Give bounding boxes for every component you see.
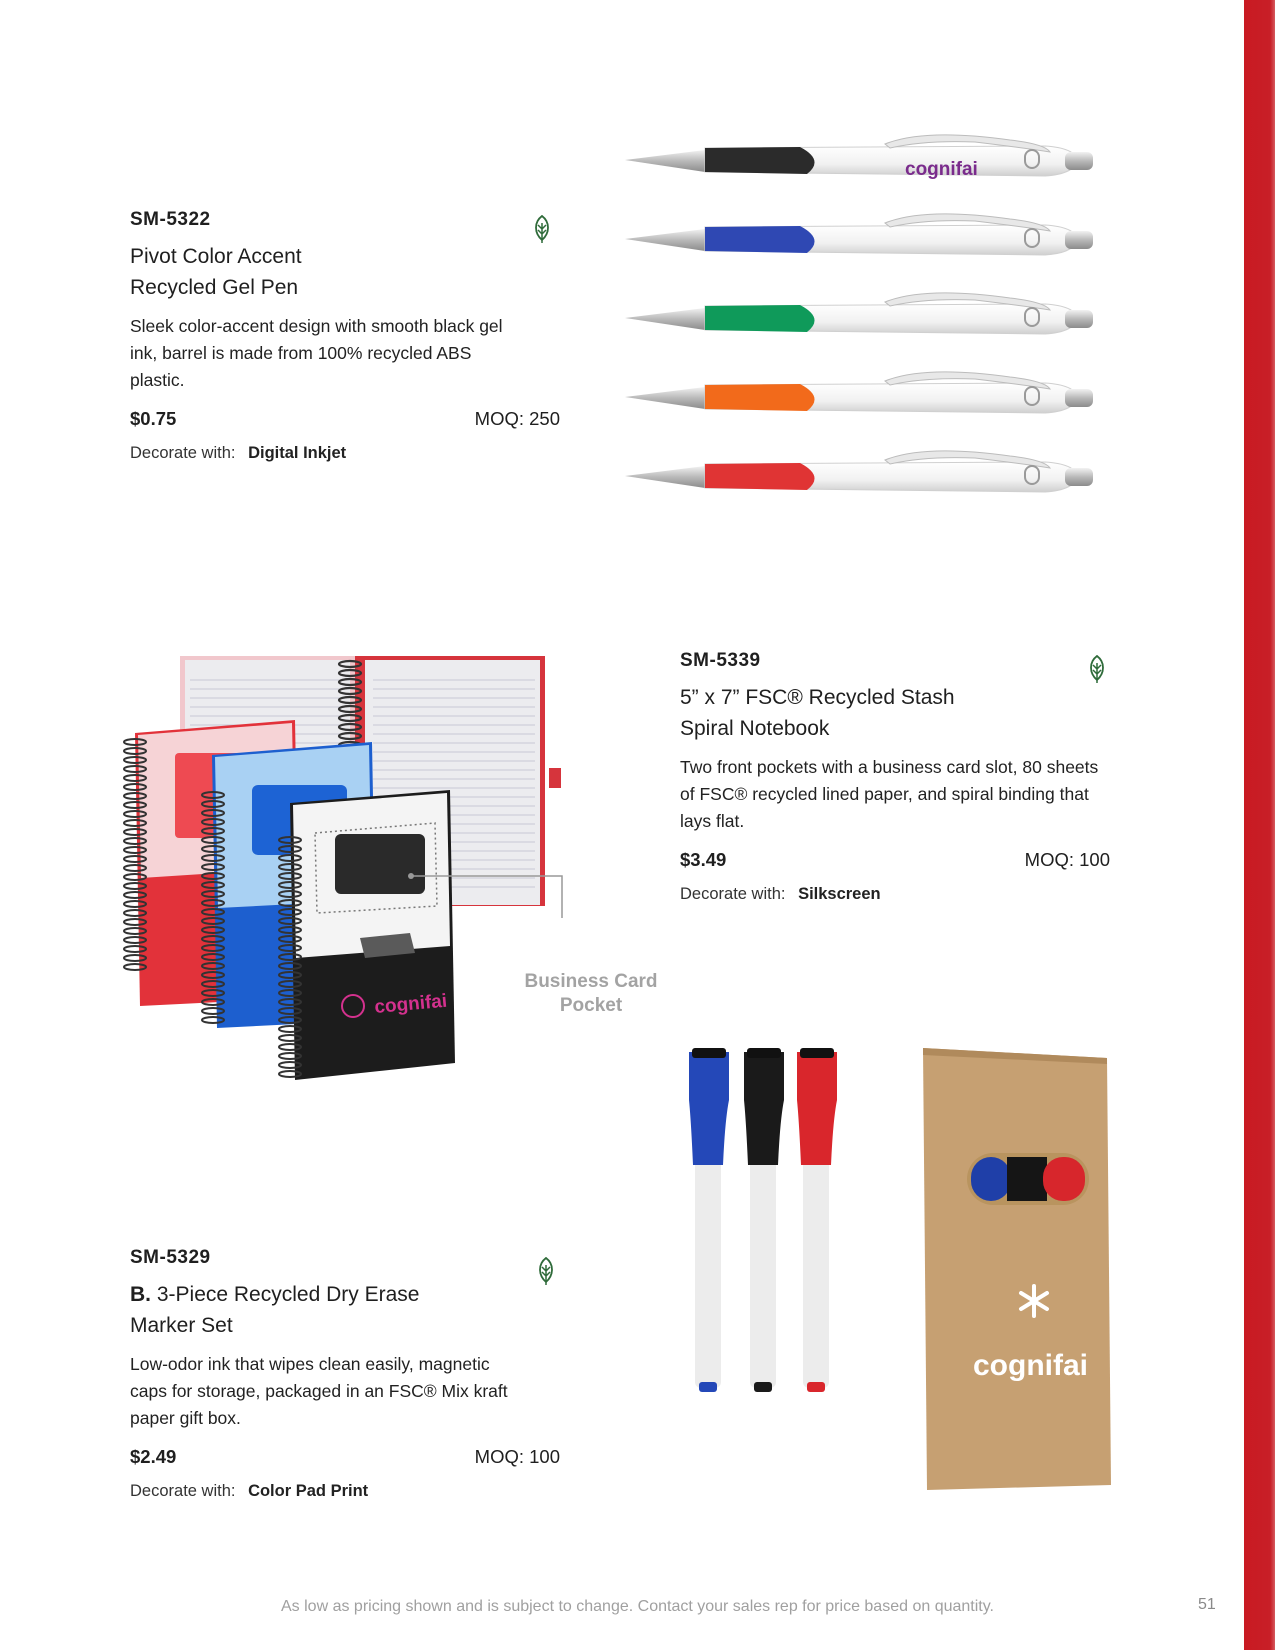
product-sku: SM-5329: [130, 1247, 211, 1268]
red-edge-bar: [1244, 0, 1275, 1650]
product-moq: MOQ: 100: [474, 1446, 560, 1467]
product-name: [130, 241, 380, 303]
decorate-label: Decorate with:: [680, 885, 786, 903]
pen: [625, 293, 1093, 334]
product-moq: MOQ: 100: [1024, 849, 1110, 870]
pen: [625, 135, 1093, 176]
price-row: [130, 408, 560, 434]
product-price: $0.75: [130, 408, 177, 429]
pen: [625, 214, 1093, 255]
decorate-method: Digital Inkjet: [248, 444, 347, 462]
product-name: [130, 1279, 470, 1341]
product-name-prefix: B.: [130, 1283, 151, 1306]
product-price: $3.49: [680, 849, 727, 870]
marker: [797, 1048, 837, 1392]
product-sm-5329: [130, 1247, 560, 1501]
product-price: $2.49: [130, 1446, 177, 1467]
product-name: [680, 682, 990, 744]
leaf-icon: [534, 1257, 558, 1285]
marker: [689, 1048, 729, 1392]
decorate-method: Color Pad Print: [248, 1482, 369, 1500]
pens-image: [625, 130, 1115, 510]
decorate-method: Silkscreen: [798, 885, 881, 903]
leaf-icon: [1085, 655, 1109, 683]
leaf-icon: [530, 215, 554, 243]
product-moq: MOQ: 250: [474, 408, 560, 429]
product-sm-5339: [680, 650, 1110, 904]
product-name-text: Pivot Color Accent Recycled Gel Pen: [130, 245, 302, 299]
product-name-text: 5” x 7” FSC® Recycled Stash Spiral Notebook: [680, 686, 955, 740]
decoration-info: [130, 1482, 560, 1501]
page-number: 51: [1198, 1596, 1216, 1613]
decorate-label: Decorate with:: [130, 444, 236, 462]
pen-logo: cognifai: [905, 159, 978, 180]
decorate-label: Decorate with:: [130, 1482, 236, 1500]
decoration-info: [130, 444, 560, 463]
product-sku: SM-5339: [680, 650, 761, 671]
product-description: Sleek color-accent design with smooth black gel ink, barrel is made from 100% recycled ABS plastic.: [130, 316, 503, 390]
price-row: [680, 849, 1110, 875]
product-sm-5322: [130, 209, 560, 463]
box-logo: cognifai: [973, 1349, 1089, 1382]
markers-image: [675, 1040, 1115, 1490]
price-row: [130, 1446, 560, 1472]
pen: [625, 451, 1093, 492]
footer-note: As low as pricing shown and is subject to change. Contact your sales rep for price based on quantity.: [281, 1598, 994, 1615]
marker: [744, 1048, 784, 1392]
product-description: Two front pockets with a business card slot, 80 sheets of FSC® recycled lined paper, and spiral binding that lays flat.: [680, 757, 1099, 831]
business-card-pocket-callout: Business Card Pocket: [524, 971, 658, 1016]
notebooks-image: [125, 650, 585, 1140]
notebook-logo: cognifai: [373, 990, 449, 1018]
pen: [625, 372, 1093, 413]
product-name-text: 3-Piece Recycled Dry Erase Marker Set: [130, 1283, 420, 1337]
product-description: Low-odor ink that wipes clean easily, magnetic caps for storage, packaged in an FSC® Mix kraft paper gift box.: [130, 1354, 508, 1428]
product-sku: SM-5322: [130, 209, 211, 230]
decoration-info: [680, 885, 1110, 904]
